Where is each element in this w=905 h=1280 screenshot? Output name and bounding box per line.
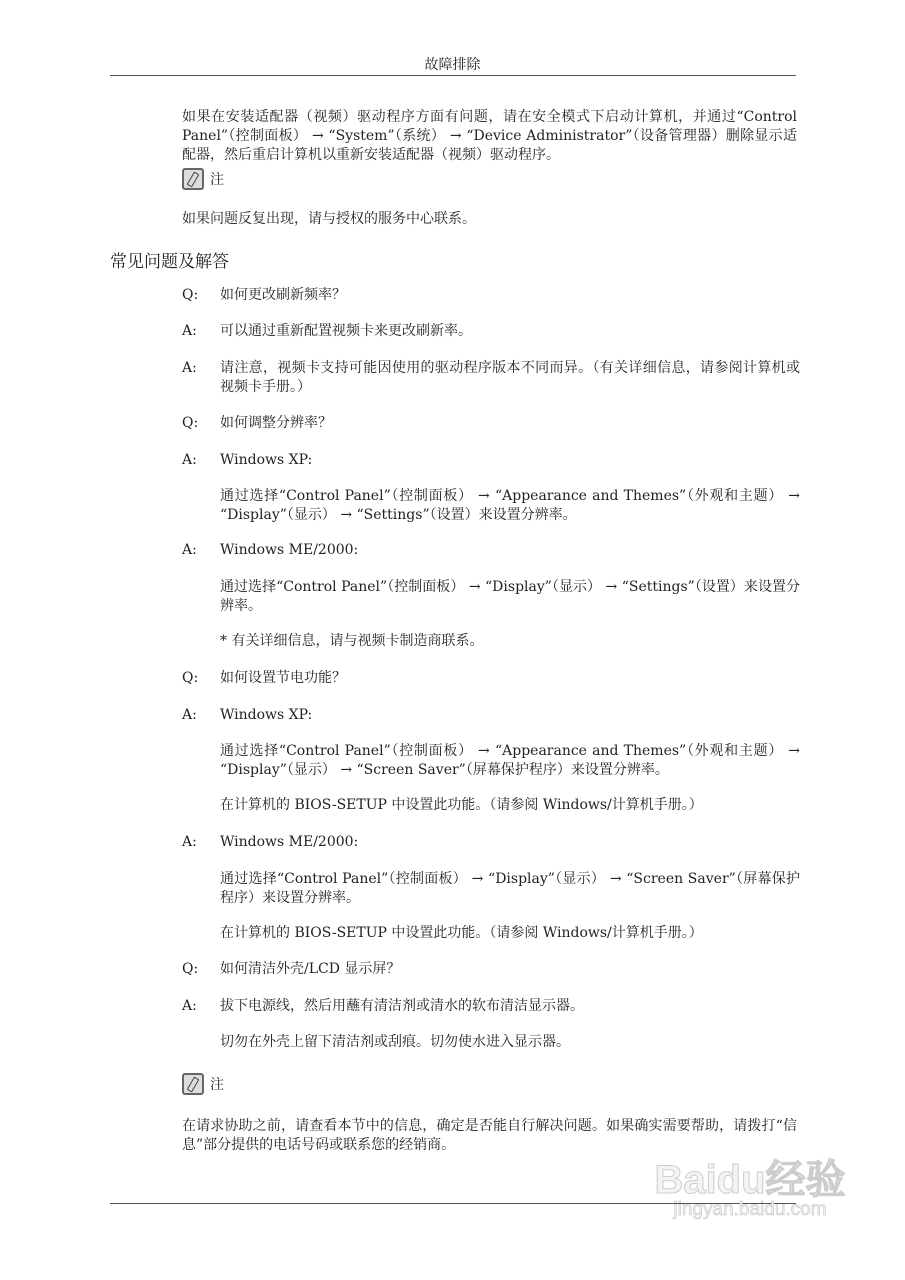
faq-text: 如何设置节电功能？ bbox=[220, 670, 346, 686]
faq-text: 在计算机的 BIOS-SETUP 中设置此功能。（请参阅 Windows/计算机手册。） bbox=[220, 925, 703, 941]
faq-text: 如何更改刷新频率？ bbox=[220, 287, 346, 303]
faq-heading: 常见问题及解答 bbox=[110, 252, 229, 272]
closing-text: 在请求协助之前，请查看本节中的信息，确定是否能自行解决问题。如果确实需要帮助，请拨打“信息”部分提供的电话号码或联系您的经销商。 bbox=[182, 1118, 797, 1153]
faq-label: A: bbox=[182, 323, 197, 339]
note-label: 注 bbox=[210, 172, 224, 188]
faq-label: A: bbox=[182, 707, 197, 723]
faq-text: Windows XP: bbox=[220, 452, 313, 468]
faq-label: Q: bbox=[182, 670, 199, 686]
watermark-brand: Baidu经验 bbox=[654, 1158, 846, 1202]
watermark-url: jingyan.baidu.com bbox=[673, 1199, 827, 1220]
faq-text: Windows XP: bbox=[220, 707, 313, 723]
faq-text: Windows ME/2000: bbox=[220, 542, 359, 558]
faq-text: 通过选择“Control Panel”（控制面板） → “Appearance and Themes”（外观和主题） → “Display”（显示） → “Screen Saver”（屏幕保护程序）来设置分辨率。 bbox=[220, 743, 800, 778]
faq-label: A: bbox=[182, 360, 197, 376]
note-pencil-icon bbox=[182, 168, 204, 190]
faq-label: A: bbox=[182, 452, 197, 468]
faq-label: Q: bbox=[182, 961, 199, 977]
note-callout bbox=[182, 168, 224, 190]
note-text: 如果问题反复出现，请与授权的服务中心联系。 bbox=[182, 211, 476, 227]
baidu-watermark bbox=[640, 1148, 860, 1221]
faq-text: 请注意，视频卡支持可能因使用的驱动程序版本不同而异。（有关详细信息，请参阅计算机或视频卡手册。） bbox=[220, 360, 800, 395]
faq-text: 切勿在外壳上留下清洁剂或刮痕。切勿使水进入显示器。 bbox=[220, 1034, 570, 1050]
faq-label: A: bbox=[182, 998, 197, 1014]
faq-label: A: bbox=[182, 834, 197, 850]
faq-text: Windows ME/2000: bbox=[220, 834, 359, 850]
faq-label: Q: bbox=[182, 415, 199, 431]
faq-text: 如何调整分辨率？ bbox=[220, 415, 332, 431]
note-label: 注 bbox=[210, 1077, 224, 1093]
faq-text: * 有关详细信息，请与视频卡制造商联系。 bbox=[220, 633, 484, 649]
page-header-title: 故障排除 bbox=[424, 57, 481, 73]
intro-paragraph: 如果在安装适配器（视频）驱动程序方面有问题，请在安全模式下启动计算机，并通过“Control Panel”（控制面板） → “System”（系统） → “Device Administrator”（设备管理器）删除显示适配器，然后重启计算机以重新安装适配器（视频）驱动程序。 bbox=[182, 109, 797, 163]
closing-note-callout bbox=[182, 1073, 224, 1095]
faq-label: Q: bbox=[182, 287, 199, 303]
faq-label: A: bbox=[182, 542, 197, 558]
faq-text: 可以通过重新配置视频卡来更改刷新率。 bbox=[220, 323, 472, 339]
faq-text: 通过选择“Control Panel”（控制面板） → “Display”（显示） → “Settings”（设置）来设置分辨率。 bbox=[220, 579, 800, 614]
faq-text: 通过选择“Control Panel”（控制面板） → “Display”（显示） → “Screen Saver”（屏幕保护程序）来设置分辨率。 bbox=[220, 871, 800, 906]
faq-text: 如何清洁外壳/LCD 显示屏？ bbox=[220, 961, 401, 977]
faq-text: 通过选择“Control Panel”（控制面板） → “Appearance and Themes”（外观和主题） → “Display”（显示） → “Settings”（设置）来设置分辨率。 bbox=[220, 488, 800, 523]
header-divider bbox=[110, 75, 796, 76]
note-pencil-icon bbox=[182, 1073, 204, 1095]
faq-text: 在计算机的 BIOS-SETUP 中设置此功能。（请参阅 Windows/计算机手册。） bbox=[220, 797, 703, 813]
faq-text: 拔下电源线，然后用蘸有清洁剂或清水的软布清洁显示器。 bbox=[220, 998, 584, 1014]
